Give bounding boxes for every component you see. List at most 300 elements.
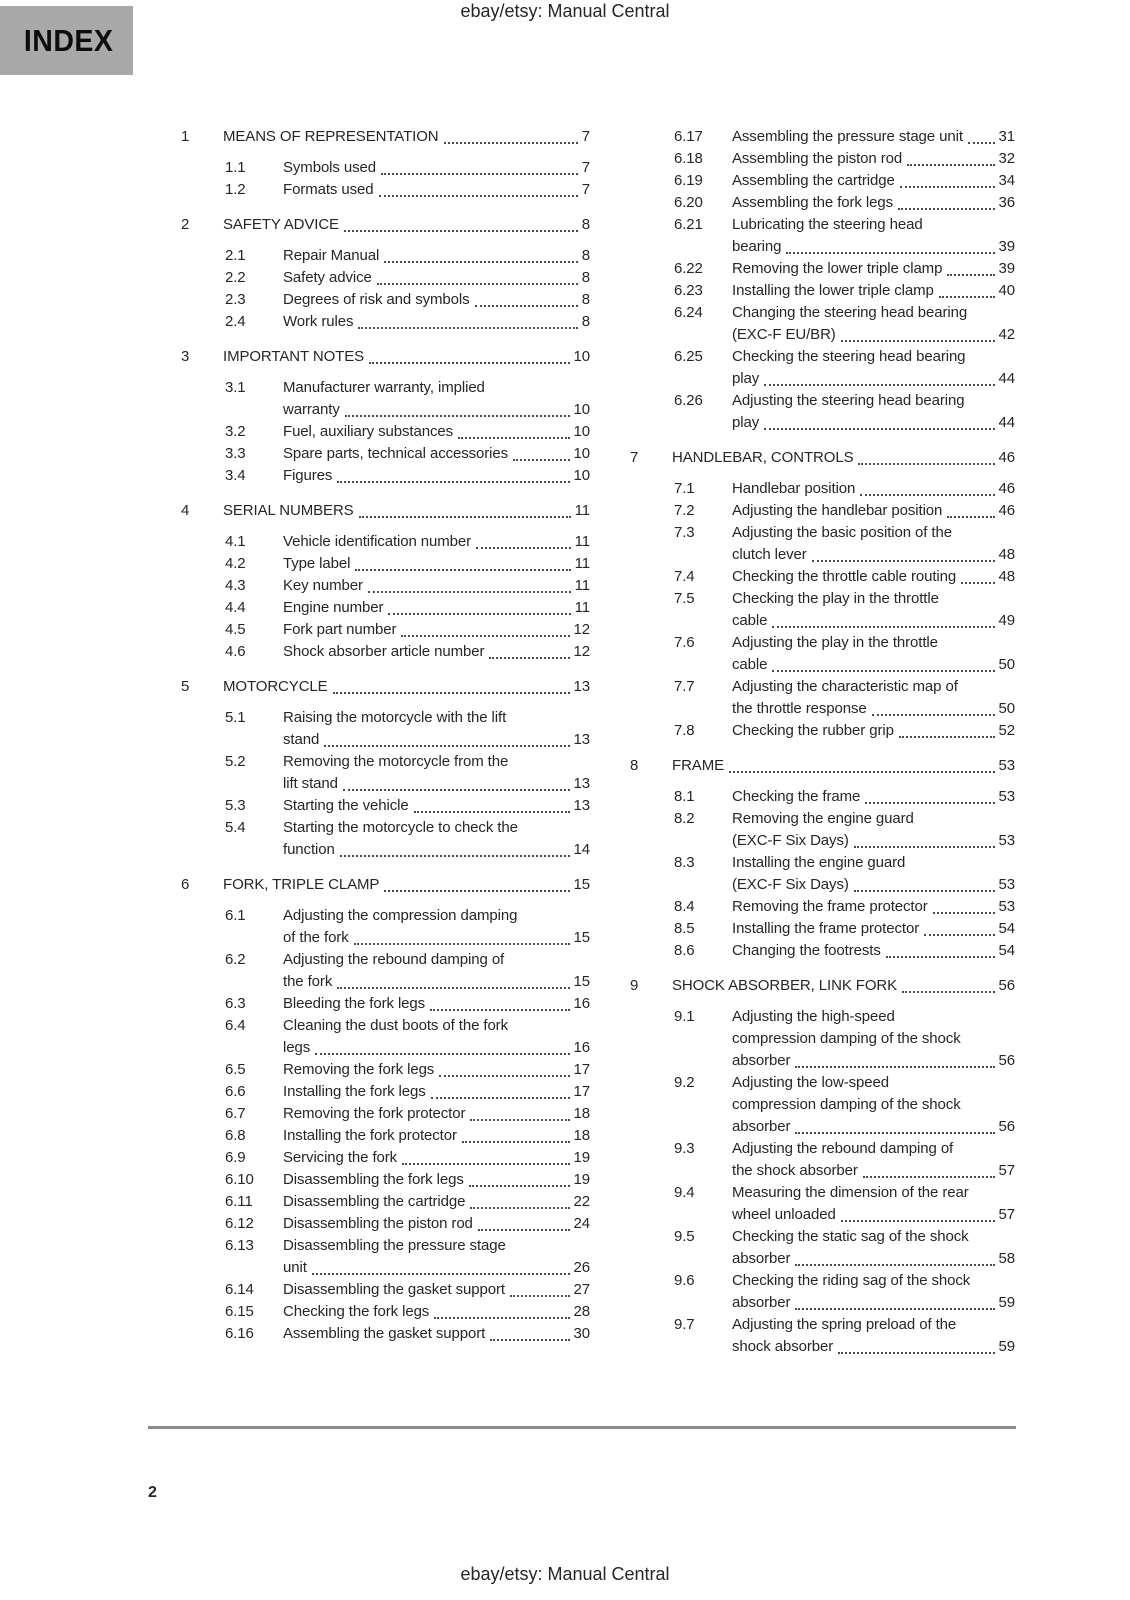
toc-entry-number: 3.4 [225, 467, 246, 484]
dot-leader [786, 236, 994, 254]
dot-leader [841, 324, 995, 342]
toc-entry-title: Adjusting the steering head bearing play 44 [732, 390, 1015, 434]
toc-entry-number: 6.7 [225, 1105, 246, 1122]
toc-entry-title: Adjusting the basic position of the clutch lever 48 [732, 522, 1015, 566]
toc-page-number: 7 [581, 159, 590, 176]
toc-page-number: 12 [573, 643, 590, 660]
toc-sub-entry [181, 267, 590, 289]
footer-title: ebay/etsy: Manual Central [460, 1564, 670, 1584]
toc-entry-number: 7.5 [674, 590, 695, 607]
toc-entry-title: SHOCK ABSORBER, LINK FORK 56 [672, 975, 1015, 997]
toc-entry-title: Cleaning the dust boots of the fork legs 16 [283, 1015, 590, 1059]
toc-entry-title: Installing the fork protector 18 [283, 1125, 590, 1147]
toc-entry-number: 6.14 [225, 1281, 254, 1298]
toc-entry-number: 4 [181, 502, 190, 519]
toc-page-number: 11 [574, 502, 590, 519]
toc-entry-title: IMPORTANT NOTES 10 [223, 346, 590, 368]
toc-page-number: 56 [998, 977, 1015, 994]
toc-page-number: 8 [581, 291, 590, 308]
dot-leader [729, 755, 994, 773]
dot-leader [489, 641, 569, 659]
toc-entry-number: 6.21 [674, 216, 703, 233]
header-title: ebay/etsy: Manual Central [460, 1, 670, 21]
toc-entry-number: 6.5 [225, 1061, 246, 1078]
toc-entry-title: Adjusting the rebound damping of the fork 15 [283, 949, 590, 993]
toc-entry-number: 9 [630, 977, 639, 994]
toc-page-number: 8 [581, 247, 590, 264]
toc-page-number: 13 [573, 678, 590, 695]
toc-page-number: 53 [998, 757, 1015, 774]
toc-entry-number: 5.4 [225, 819, 246, 836]
toc-chapter-entry [181, 500, 590, 522]
toc-entry-number: 9.5 [674, 1228, 695, 1245]
toc-page-number: 57 [998, 1162, 1015, 1179]
dot-leader [795, 1248, 994, 1266]
dot-leader [379, 179, 578, 197]
toc-page-number: 44 [998, 414, 1015, 431]
toc-page-number: 34 [998, 172, 1015, 189]
dot-leader [872, 698, 995, 716]
toc-page-number: 7 [581, 128, 590, 145]
dot-leader [384, 245, 577, 263]
toc-page-number: 16 [573, 995, 590, 1012]
toc-sub-entry [181, 1301, 590, 1323]
toc-sub-entry [181, 949, 590, 993]
dot-leader [854, 830, 995, 848]
toc-page-number: 48 [998, 546, 1015, 563]
dot-leader [858, 447, 994, 465]
dot-leader [764, 412, 994, 430]
dot-leader [402, 1147, 569, 1165]
page-number: 2 [148, 1484, 157, 1501]
toc-page-number: 40 [998, 282, 1015, 299]
toc-page-number: 12 [573, 621, 590, 638]
toc-entry-number: 6.24 [674, 304, 703, 321]
toc-entry-number: 6.12 [225, 1215, 254, 1232]
toc-chapter-entry [181, 346, 590, 368]
toc-sub-entry [630, 1138, 1015, 1182]
toc-sub-entry [630, 192, 1015, 214]
dot-leader [377, 267, 578, 285]
toc-entry-title: Disassembling the gasket support 27 [283, 1279, 590, 1301]
toc-sub-entry [181, 1169, 590, 1191]
dot-leader [772, 610, 994, 628]
dot-leader [968, 126, 995, 144]
toc-sub-entry [630, 566, 1015, 588]
toc-page-number: 59 [998, 1294, 1015, 1311]
dot-leader [838, 1336, 994, 1354]
dot-leader [324, 729, 569, 747]
toc-entry-number: 6.22 [674, 260, 703, 277]
toc-page-number: 48 [998, 568, 1015, 585]
toc-sub-entry [181, 1147, 590, 1169]
toc-entry-title: Installing the fork legs 17 [283, 1081, 590, 1103]
toc-entry-number: 6.13 [225, 1237, 254, 1254]
toc-entry-number: 6.23 [674, 282, 703, 299]
toc-entry-title: Figures 10 [283, 465, 590, 487]
dot-leader [462, 1125, 570, 1143]
dot-leader [865, 786, 994, 804]
toc-entry-number: 6.18 [674, 150, 703, 167]
toc-entry-title: MOTORCYCLE 13 [223, 676, 590, 698]
toc-sub-entry [630, 126, 1015, 148]
toc-page-number: 22 [573, 1193, 590, 1210]
toc-sub-entry [181, 289, 590, 311]
toc-entry-number: 2.3 [225, 291, 246, 308]
toc-entry-title: FRAME 53 [672, 755, 1015, 777]
dot-leader [513, 443, 569, 461]
footer-rule [148, 1426, 1016, 1429]
toc-entry-number: 8 [630, 757, 639, 774]
toc-sub-entry [181, 751, 590, 795]
toc-entry-number: 4.5 [225, 621, 246, 638]
dot-leader [414, 795, 570, 813]
toc-page-number: 53 [998, 898, 1015, 915]
toc-page-number: 13 [573, 775, 590, 792]
toc-page-number: 11 [574, 577, 590, 594]
toc-entry-title: Installing the frame protector 54 [732, 918, 1015, 940]
toc-page-number: 11 [574, 599, 590, 616]
dot-leader [795, 1292, 994, 1310]
toc-entry-number: 6.16 [225, 1325, 254, 1342]
dot-leader [358, 311, 577, 329]
toc-sub-entry [630, 1182, 1015, 1226]
toc-sub-entry [630, 918, 1015, 940]
dot-leader [340, 839, 570, 857]
toc-page-number: 11 [574, 533, 590, 550]
toc-sub-entry [181, 1103, 590, 1125]
dot-leader [315, 1037, 569, 1055]
toc-sub-entry [630, 852, 1015, 896]
toc-sub-entry [181, 531, 590, 553]
dot-leader [961, 566, 994, 584]
toc-sub-entry [181, 597, 590, 619]
toc-chapter-entry [630, 755, 1015, 777]
toc-sub-entry [181, 1191, 590, 1213]
dot-leader [388, 597, 570, 615]
toc-entry-title: Removing the frame protector 53 [732, 896, 1015, 918]
toc-page-number: 54 [998, 942, 1015, 959]
toc-page-number: 46 [998, 502, 1015, 519]
toc-entry-title: Fuel, auxiliary substances 10 [283, 421, 590, 443]
toc-page-number: 15 [573, 973, 590, 990]
toc-sub-entry [181, 1279, 590, 1301]
toc-sub-entry [181, 707, 590, 751]
toc-entry-title: Servicing the fork 19 [283, 1147, 590, 1169]
page-footer [0, 1564, 1130, 1585]
dot-leader [900, 170, 995, 188]
toc-page-number: 24 [573, 1215, 590, 1232]
toc-entry-number: 9.7 [674, 1316, 695, 1333]
toc-sub-entry [181, 905, 590, 949]
toc-sub-entry [181, 619, 590, 641]
toc-entry-number: 7.6 [674, 634, 695, 651]
toc-sub-entry [630, 786, 1015, 808]
toc-entry-title: Checking the riding sag of the shock absorber 59 [732, 1270, 1015, 1314]
toc-sub-entry [630, 500, 1015, 522]
toc-sub-entry [181, 1125, 590, 1147]
toc-entry-title: Engine number 11 [283, 597, 590, 619]
toc-entry-number: 6 [181, 876, 190, 893]
toc-sub-entry [630, 346, 1015, 390]
toc-entry-title: SAFETY ADVICE 8 [223, 214, 590, 236]
toc-entry-number: 1.1 [225, 159, 246, 176]
toc-page-number: 46 [998, 449, 1015, 466]
toc-sub-entry [630, 390, 1015, 434]
dot-leader [355, 553, 570, 571]
toc-entry-number: 2 [181, 216, 190, 233]
dot-leader [430, 993, 569, 1011]
toc-page-number: 46 [998, 480, 1015, 497]
toc-entry-title: Removing the engine guard (EXC-F Six Days) 53 [732, 808, 1015, 852]
dot-leader [772, 654, 994, 672]
toc-entry-title: Installing the lower triple clamp 40 [732, 280, 1015, 302]
toc-entry-title: Disassembling the cartridge 22 [283, 1191, 590, 1213]
dot-leader [863, 1160, 995, 1178]
toc-page-number: 28 [573, 1303, 590, 1320]
toc-page-number: 31 [998, 128, 1015, 145]
toc-entry-number: 4.3 [225, 577, 246, 594]
dot-leader [368, 575, 571, 593]
toc-entry-title: SERIAL NUMBERS 11 [223, 500, 590, 522]
toc-page-number: 53 [998, 832, 1015, 849]
dot-leader [345, 399, 570, 417]
toc-entry-number: 3.1 [225, 379, 246, 396]
dot-leader [431, 1081, 570, 1099]
toc-entry-title: Repair Manual 8 [283, 245, 590, 267]
toc-page-number: 39 [998, 238, 1015, 255]
toc-sub-entry [181, 993, 590, 1015]
toc-entry-number: 5.1 [225, 709, 246, 726]
toc-sub-entry [630, 258, 1015, 280]
dot-leader [434, 1301, 569, 1319]
toc-page-number: 49 [998, 612, 1015, 629]
toc-entry-title: Adjusting the low-speed compression damping of the shock absorber 56 [732, 1072, 1015, 1138]
toc-entry-number: 8.4 [674, 898, 695, 915]
toc-entry-title: Safety advice 8 [283, 267, 590, 289]
toc-entry-title: Vehicle identification number 11 [283, 531, 590, 553]
dot-leader [907, 148, 994, 166]
toc-entry-number: 2.4 [225, 313, 246, 330]
toc-entry-number: 7.4 [674, 568, 695, 585]
toc-entry-number: 7.1 [674, 480, 695, 497]
toc-sub-entry [181, 421, 590, 443]
toc-page-number: 59 [998, 1338, 1015, 1355]
toc-page-number: 44 [998, 370, 1015, 387]
toc-chapter-entry [630, 975, 1015, 997]
toc-page-number: 15 [573, 929, 590, 946]
toc-entry-title: Formats used 7 [283, 179, 590, 201]
toc-page-number: 54 [998, 920, 1015, 937]
toc-entry-title: Removing the fork legs 17 [283, 1059, 590, 1081]
toc-entry-number: 1.2 [225, 181, 246, 198]
dot-leader [764, 368, 994, 386]
toc-page-number: 56 [998, 1052, 1015, 1069]
toc-entry-number: 5.2 [225, 753, 246, 770]
toc-entry-title: Adjusting the high-speed compression damping of the shock absorber 56 [732, 1006, 1015, 1072]
dot-leader [333, 676, 570, 694]
toc-entry-number: 6.19 [674, 172, 703, 189]
toc-sub-entry [630, 148, 1015, 170]
toc-entry-title: Installing the engine guard (EXC-F Six Days) 53 [732, 852, 1015, 896]
dot-leader [812, 544, 995, 562]
toc-entry-number: 5.3 [225, 797, 246, 814]
toc-sub-entry [181, 377, 590, 421]
dot-leader [381, 157, 578, 175]
toc-entry-title: Removing the lower triple clamp 39 [732, 258, 1015, 280]
toc-entry-title: Assembling the pressure stage unit 31 [732, 126, 1015, 148]
toc-sub-entry [181, 311, 590, 333]
toc-page-number: 16 [573, 1039, 590, 1056]
toc-entry-number: 5 [181, 678, 190, 695]
toc-entry-title: Raising the motorcycle with the lift stand 13 [283, 707, 590, 751]
toc-sub-entry [181, 795, 590, 817]
toc-entry-number: 6.20 [674, 194, 703, 211]
toc-entry-number: 8.2 [674, 810, 695, 827]
toc-entry-title: Checking the fork legs 28 [283, 1301, 590, 1323]
toc-page-number: 8 [581, 313, 590, 330]
toc-sub-entry [181, 553, 590, 575]
dot-leader [510, 1279, 570, 1297]
toc-entry-title: Lubricating the steering head bearing 39 [732, 214, 1015, 258]
toc-entry-number: 7 [630, 449, 639, 466]
toc-entry-number: 6.25 [674, 348, 703, 365]
toc-entry-title: Removing the motorcycle from the lift stand 13 [283, 751, 590, 795]
dot-leader [469, 1169, 570, 1187]
toc-entry-number: 6.15 [225, 1303, 254, 1320]
toc-entry-title: Checking the play in the throttle cable 49 [732, 588, 1015, 632]
toc-page-number: 57 [998, 1206, 1015, 1223]
toc-page-number: 36 [998, 194, 1015, 211]
toc-sub-entry [181, 1213, 590, 1235]
toc-sub-entry [630, 170, 1015, 192]
toc-sub-entry [181, 1323, 590, 1345]
index-tab-label: INDEX [23, 22, 114, 58]
toc-entry-title: Checking the throttle cable routing 48 [732, 566, 1015, 588]
toc-page-number: 10 [573, 348, 590, 365]
toc-left-column [181, 126, 590, 1358]
toc-page-number: 15 [573, 876, 590, 893]
toc-sub-entry [181, 157, 590, 179]
toc-page-number: 50 [998, 700, 1015, 717]
toc-entry-title: Adjusting the compression damping of the fork 15 [283, 905, 590, 949]
toc-entry-number: 9.1 [674, 1008, 695, 1025]
toc-entry-number: 3.3 [225, 445, 246, 462]
dot-leader [854, 874, 995, 892]
toc-entry-title: Checking the rubber grip 52 [732, 720, 1015, 742]
toc-page-number: 52 [998, 722, 1015, 739]
toc-sub-entry [181, 1235, 590, 1279]
dot-leader [439, 1059, 569, 1077]
toc-page-number: 19 [573, 1171, 590, 1188]
toc-entry-number: 8.1 [674, 788, 695, 805]
dot-leader [899, 720, 995, 738]
toc-entry-number: 4.1 [225, 533, 246, 550]
toc-entry-title: Checking the static sag of the shock absorber 58 [732, 1226, 1015, 1270]
toc-sub-entry [181, 1015, 590, 1059]
table-of-contents [181, 126, 1015, 1358]
dot-leader [359, 500, 571, 518]
dot-leader [886, 940, 995, 958]
dot-leader [312, 1257, 570, 1275]
dot-leader [475, 289, 578, 307]
dot-leader [369, 346, 569, 364]
dot-leader [490, 1323, 569, 1341]
toc-entry-title: Changing the steering head bearing (EXC-F EU/BR) 42 [732, 302, 1015, 346]
toc-entry-title: Checking the steering head bearing play 44 [732, 346, 1015, 390]
toc-page-number: 10 [573, 423, 590, 440]
toc-page-number: 53 [998, 876, 1015, 893]
toc-entry-title: Adjusting the play in the throttle cable 50 [732, 632, 1015, 676]
toc-entry-number: 4.4 [225, 599, 246, 616]
toc-entry-number: 8.3 [674, 854, 695, 871]
toc-entry-number: 6.2 [225, 951, 246, 968]
toc-entry-number: 4.2 [225, 555, 246, 572]
toc-entry-title: Disassembling the fork legs 19 [283, 1169, 590, 1191]
toc-entry-title: Disassembling the piston rod 24 [283, 1213, 590, 1235]
toc-chapter-entry [181, 676, 590, 698]
toc-page-number: 11 [574, 555, 590, 572]
toc-entry-number: 6.3 [225, 995, 246, 1012]
toc-entry-title: Adjusting the rebound damping of the shock absorber 57 [732, 1138, 1015, 1182]
toc-entry-title: FORK, TRIPLE CLAMP 15 [223, 874, 590, 896]
toc-entry-number: 4.6 [225, 643, 246, 660]
toc-entry-number: 6.8 [225, 1127, 246, 1144]
toc-entry-title: Symbols used 7 [283, 157, 590, 179]
dot-leader [795, 1050, 994, 1068]
toc-entry-number: 6.1 [225, 907, 246, 924]
toc-chapter-entry [181, 874, 590, 896]
toc-entry-title: Type label 11 [283, 553, 590, 575]
dot-leader [344, 214, 578, 232]
toc-page-number: 17 [573, 1061, 590, 1078]
toc-entry-number: 7.3 [674, 524, 695, 541]
toc-entry-number: 3.2 [225, 423, 246, 440]
toc-entry-title: Assembling the cartridge 34 [732, 170, 1015, 192]
toc-entry-title: Key number 11 [283, 575, 590, 597]
toc-entry-title: MEANS OF REPRESENTATION 7 [223, 126, 590, 148]
toc-chapter-entry [181, 214, 590, 236]
dot-leader [476, 531, 571, 549]
toc-entry-number: 2.1 [225, 247, 246, 264]
toc-entry-title: Assembling the gasket support 30 [283, 1323, 590, 1345]
toc-page-number: 58 [998, 1250, 1015, 1267]
dot-leader [860, 478, 994, 496]
toc-page-number: 42 [998, 326, 1015, 343]
toc-sub-entry [630, 1270, 1015, 1314]
toc-entry-number: 7.8 [674, 722, 695, 739]
toc-entry-title: Assembling the fork legs 36 [732, 192, 1015, 214]
toc-sub-entry [630, 588, 1015, 632]
toc-entry-number: 9.4 [674, 1184, 695, 1201]
toc-entry-number: 7.7 [674, 678, 695, 695]
toc-right-column [630, 126, 1015, 1358]
dot-leader [470, 1191, 569, 1209]
toc-sub-entry [630, 214, 1015, 258]
toc-page-number: 18 [573, 1105, 590, 1122]
toc-chapter-entry [181, 126, 590, 148]
toc-entry-title: Assembling the piston rod 32 [732, 148, 1015, 170]
dot-leader [947, 258, 994, 276]
dot-leader [444, 126, 578, 144]
toc-sub-entry [630, 676, 1015, 720]
toc-entry-number: 9.3 [674, 1140, 695, 1157]
toc-entry-title: Fork part number 12 [283, 619, 590, 641]
toc-entry-title: Adjusting the spring preload of the shock absorber 59 [732, 1314, 1015, 1358]
toc-sub-entry [630, 1314, 1015, 1358]
toc-entry-title: Bleeding the fork legs 16 [283, 993, 590, 1015]
toc-sub-entry [181, 245, 590, 267]
